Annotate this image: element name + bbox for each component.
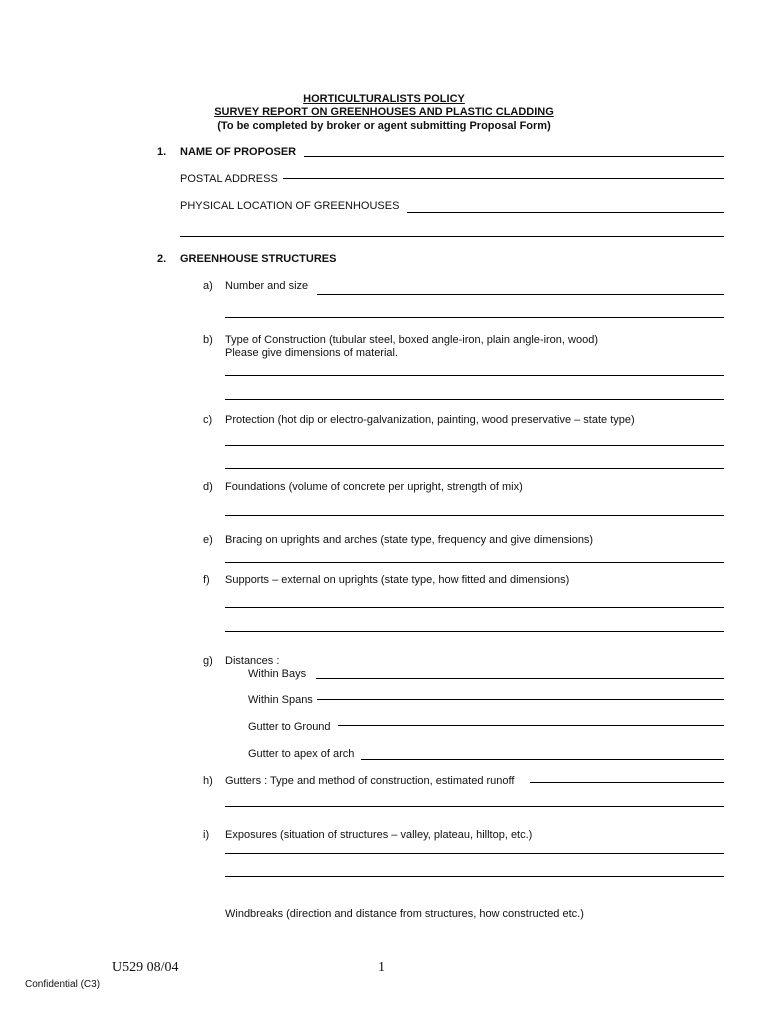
item-c-label: Protection (hot dip or electro-galvanization, painting, wood preservative – state type) [225,414,635,426]
postal-address-label: POSTAL ADDRESS [180,173,278,185]
protection-field-2[interactable] [225,468,724,469]
item-i-letter: i) [203,829,210,841]
page-number: 1 [378,960,385,975]
gutter-apex-field[interactable] [361,759,724,760]
foundations-field[interactable] [225,515,724,516]
physical-location-label: PHYSICAL LOCATION OF GREENHOUSES [180,200,400,212]
item-a-label: Number and size [225,280,309,292]
physical-location-field-2[interactable] [180,236,724,237]
bracing-field[interactable] [225,562,724,563]
within-spans-field[interactable] [317,699,724,700]
item-d-letter: d) [203,481,213,493]
gutter-ground-label: Gutter to Ground [248,721,331,733]
protection-field-1[interactable] [225,445,724,446]
construction-field-1[interactable] [225,375,724,376]
item-f-letter: f) [203,574,210,586]
section-1-title: NAME OF PROPOSER [180,146,297,158]
gutters-field-1[interactable] [530,782,724,783]
supports-field-2[interactable] [225,631,724,632]
item-d-label: Foundations (volume of concrete per upright, strength of mix) [225,481,523,493]
form-code: U529 08/04 [112,960,179,975]
item-a-letter: a) [203,280,213,292]
exposures-field-2[interactable] [225,876,724,877]
item-e-letter: e) [203,534,213,546]
item-f-label: Supports – external on uprights (state type, how fitted and dimensions) [225,574,570,586]
exposures-field-1[interactable] [225,853,724,854]
gutters-field-2[interactable] [225,806,724,807]
windbreaks-label: Windbreaks (direction and distance from structures, how constructed etc.) [225,908,584,920]
within-bays-field[interactable] [316,678,724,679]
item-e-label: Bracing on uprights and arches (state type, frequency and give dimensions) [225,534,594,546]
form-instruction: (To be completed by broker or agent submitting Proposal Form) [217,120,551,132]
section-2-number: 2. [157,253,167,265]
within-bays-label: Within Bays [248,668,307,680]
item-h-label: Gutters : Type and method of construction, estimated runoff [225,775,515,787]
gutter-apex-label: Gutter to apex of arch [248,748,355,760]
section-1-number: 1. [157,146,167,158]
construction-field-2[interactable] [225,399,724,400]
supports-field-1[interactable] [225,607,724,608]
item-i-label: Exposures (situation of structures – valley, plateau, hilltop, etc.) [225,829,533,841]
section-2-title: GREENHOUSE STRUCTURES [180,253,337,265]
physical-location-field[interactable] [407,212,724,213]
item-b-letter: b) [203,334,213,346]
form-subtitle: SURVEY REPORT ON GREENHOUSES AND PLASTIC CLADDING [214,106,554,118]
item-g-letter: g) [203,655,213,667]
item-h-letter: h) [203,775,213,787]
item-b-label: Type of Construction (tubular steel, boxed angle-iron, plain angle-iron, wood) [225,334,598,346]
item-c-letter: c) [203,414,213,426]
number-size-field[interactable] [317,294,724,295]
within-spans-label: Within Spans [248,694,313,706]
number-size-field-2[interactable] [225,317,724,318]
confidential-label: Confidential (C3) [25,979,101,990]
item-g-label: Distances : [225,655,280,667]
postal-address-field[interactable] [283,178,724,179]
form-title: HORTICULTURALISTS POLICY [303,93,465,105]
gutter-ground-field[interactable] [338,725,724,726]
item-b-label-2: Please give dimensions of material. [225,347,399,359]
proposer-name-field[interactable] [304,156,724,157]
